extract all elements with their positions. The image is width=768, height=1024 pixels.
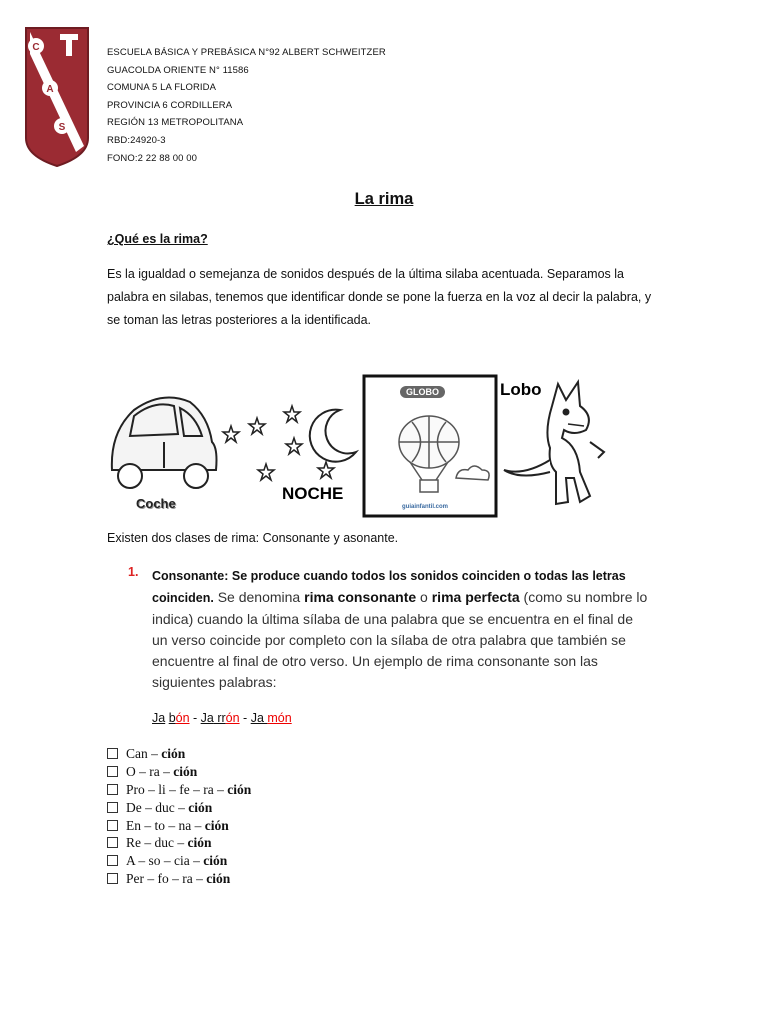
checkbox-bullet-icon xyxy=(107,784,118,795)
rhyme-illustrations xyxy=(104,372,626,520)
list-item xyxy=(107,781,251,799)
checkbox-bullet-icon xyxy=(107,820,118,831)
example-rhyme-part: món xyxy=(267,711,292,725)
wolf-icon xyxy=(504,382,604,504)
list-item xyxy=(107,745,251,763)
example-rhyme-part: ón xyxy=(225,711,240,725)
example-part: Ja xyxy=(250,711,268,725)
school-info xyxy=(107,44,386,167)
example-part: rr xyxy=(213,711,226,725)
example-separator: - xyxy=(189,711,201,725)
school-comuna: COMUNA 5 LA FLORIDA xyxy=(107,82,217,94)
checkbox-bullet-icon xyxy=(107,802,118,813)
list-number: 1. xyxy=(128,565,139,579)
syllable-list xyxy=(107,745,251,888)
list-item xyxy=(107,817,251,835)
illustration-drawing xyxy=(104,372,626,520)
example-rhyme-part: ón xyxy=(175,711,190,725)
syllable-prefix: Per – fo – ra – xyxy=(126,871,207,887)
syllable-ending: ción xyxy=(203,853,228,869)
syllable-ending: ción xyxy=(187,835,212,851)
syllable-prefix: Can – xyxy=(126,746,162,761)
syllable-ending: ción xyxy=(188,799,213,815)
list-item xyxy=(107,870,251,888)
consonante-lead: Consonante: Se produce cuando todos los sonidos coinciden o todas las letras coinciden. xyxy=(152,569,626,605)
rhyme-classes-text: Existen dos clases de rima: Consonante y asonante. xyxy=(107,531,399,545)
label-coche: Coche xyxy=(136,496,176,511)
syllable-prefix: A – so – cia – xyxy=(126,853,204,869)
moon-icon xyxy=(310,410,356,462)
image-source-watermark: guiainfantil.com xyxy=(402,504,449,510)
syllable-prefix: Re – duc – xyxy=(126,835,188,851)
checkbox-bullet-icon xyxy=(107,837,118,848)
list-item xyxy=(107,799,251,817)
school-name: ESCUELA BÁSICA Y PREBÁSICA N°92 ALBERT SCHWEITZER xyxy=(107,47,386,58)
page-title: La rima xyxy=(354,190,414,208)
consonante-description xyxy=(152,565,652,693)
list-item xyxy=(107,763,251,781)
crest-letter: A xyxy=(46,84,54,95)
example-words xyxy=(152,711,292,725)
school-crest-logo xyxy=(24,26,90,168)
label-noche: NOCHE xyxy=(282,484,344,503)
school-rbd: RBD:24920-3 xyxy=(107,134,166,146)
syllable-ending: ción xyxy=(227,781,252,797)
syllable-ending: ción xyxy=(161,746,186,761)
checkbox-bullet-icon xyxy=(107,748,118,759)
syllable-ending: ción xyxy=(204,817,229,833)
list-item xyxy=(107,834,251,852)
section-question: ¿Qué es la rima? xyxy=(107,232,208,246)
example-part: Ja xyxy=(152,711,166,725)
school-provincia: PROVINCIA 6 CORDILLERA xyxy=(107,99,233,111)
syllable-prefix: De – duc – xyxy=(126,799,189,815)
list-item xyxy=(107,852,251,870)
text-segment: (como su nombre lo indica) cuando la última sílaba de una palabra que se encuentra en el final de un verso coincide por completo con la sílaba de otra palabra que también se encuentre al final de otro verso. Un ejemplo de rima consonante son las siguientes palabras: xyxy=(152,589,648,690)
definition-paragraph: Es la igualdad o semejanza de sonidos después de la última silaba acentuada. Separamos la palabra en silabas, tenemos que identificar donde se pone la fuerza en la voz al decir la palabra, y se toman las letras posteriores a la identificada. xyxy=(107,267,652,327)
syllable-ending: ción xyxy=(173,763,198,779)
syllable-prefix: Pro – li – fe – ra – xyxy=(126,781,228,797)
syllable-prefix: En – to – na – xyxy=(126,817,205,833)
syllable-ending: ción xyxy=(206,871,231,887)
school-phone: FONO:2 22 88 00 00 xyxy=(107,152,197,164)
school-region: REGIÓN 13 METROPOLITANA xyxy=(107,117,244,129)
crest-letter: S xyxy=(58,122,66,133)
example-part: b xyxy=(168,711,176,725)
label-globo: GLOBO xyxy=(400,386,445,398)
checkbox-bullet-icon xyxy=(107,766,118,777)
example-separator: - xyxy=(239,711,251,725)
crest-letter: C xyxy=(32,42,40,53)
label-lobo: Lobo xyxy=(500,380,542,399)
car-icon xyxy=(112,398,217,489)
example-part: Ja xyxy=(200,711,214,725)
text-segment: Se denomina xyxy=(213,589,305,605)
term-rima-consonante: rima consonante xyxy=(304,589,417,605)
text-segment: o xyxy=(416,589,432,605)
checkbox-bullet-icon xyxy=(107,873,118,884)
school-address: GUACOLDA ORIENTE N° 11586 xyxy=(107,64,249,76)
term-rima-perfecta: rima perfecta xyxy=(431,589,520,605)
syllable-prefix: O – ra – xyxy=(126,763,174,779)
checkbox-bullet-icon xyxy=(107,855,118,866)
